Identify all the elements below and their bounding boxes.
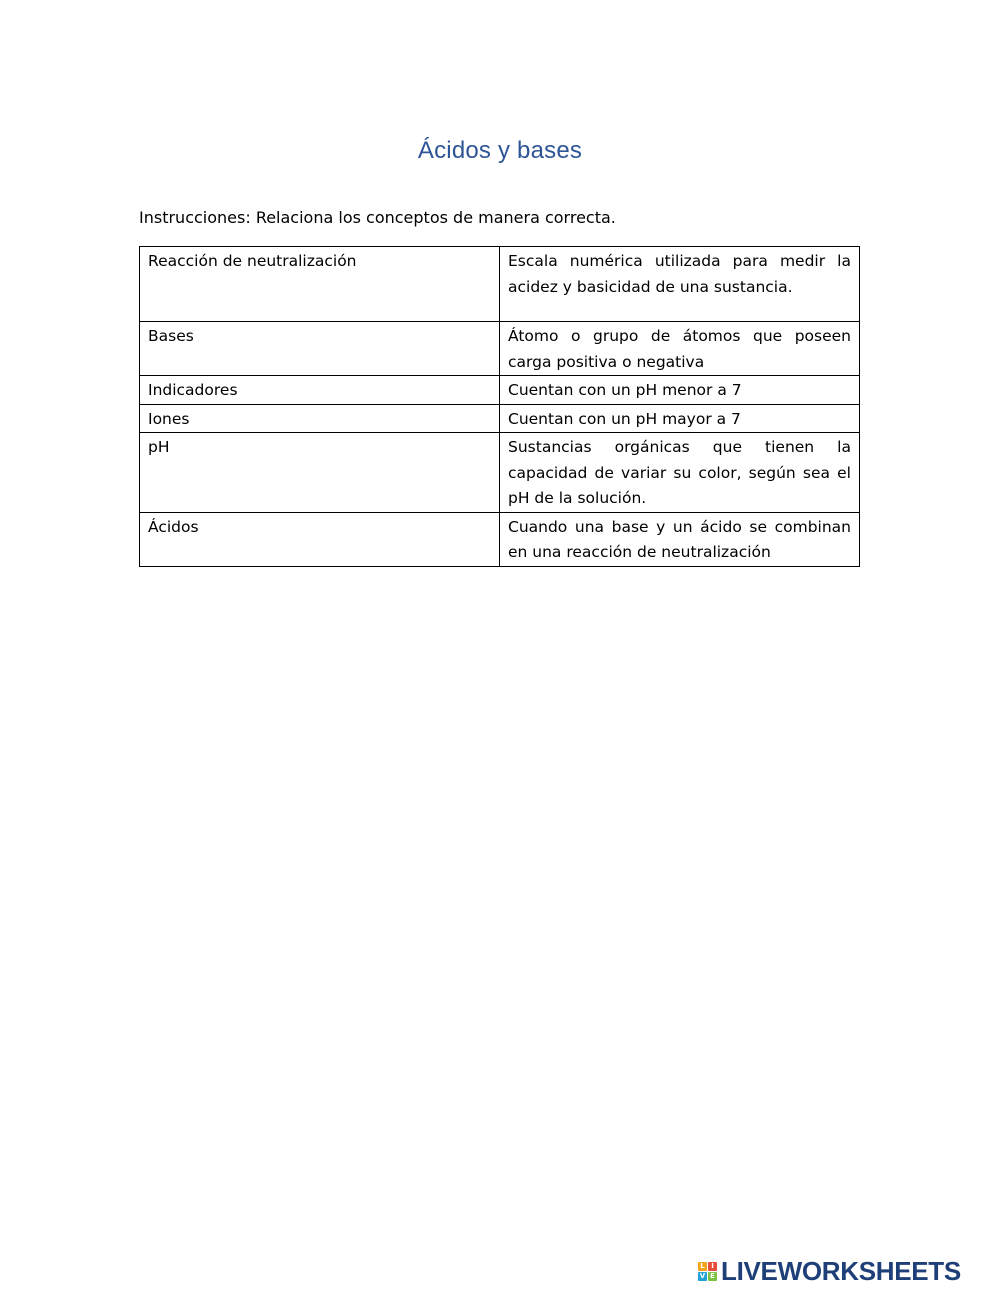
table-row [140,247,860,322]
definition-cell: Cuando una base y un ácido se combinan en una reacción de neutralización [500,512,860,566]
concept-cell: Reacción de neutralización [140,247,500,322]
concept-cell: Ácidos [140,512,500,566]
table-row [140,404,860,433]
logo-letter: V [699,1271,706,1280]
watermark-text: LIVEWORKSHEETS [721,1255,961,1286]
table-row [140,512,860,566]
instructions-text: Instrucciones: Relaciona los conceptos de manera correcta. [139,208,616,227]
table-row [140,322,860,376]
concept-cell: Bases [140,322,500,376]
logo-letter: E [708,1272,717,1281]
table-row [140,433,860,513]
definition-cell: Cuentan con un pH menor a 7 [500,376,860,405]
concept-cell: pH [140,433,500,513]
concept-cell: Indicadores [140,376,500,405]
liveworksheets-watermark [698,1257,961,1285]
document-title: Ácidos y bases [417,137,583,164]
liveworksheets-logo-icon [698,1262,717,1281]
definition-cell: Cuentan con un pH mayor a 7 [500,404,860,433]
logo-letter: I [708,1262,717,1271]
definition-cell: Átomo o grupo de átomos que poseen carga positiva o negativa [500,322,860,376]
concept-cell: Iones [140,404,500,433]
table-row [140,376,860,405]
logo-letter: L [698,1262,707,1271]
matching-table [139,246,860,567]
definition-cell: Escala numérica utilizada para medir la acidez y basicidad de una sustancia. [500,247,860,322]
definition-cell: Sustancias orgánicas que tienen la capacidad de variar su color, según sea el pH de la solución. [500,433,860,513]
